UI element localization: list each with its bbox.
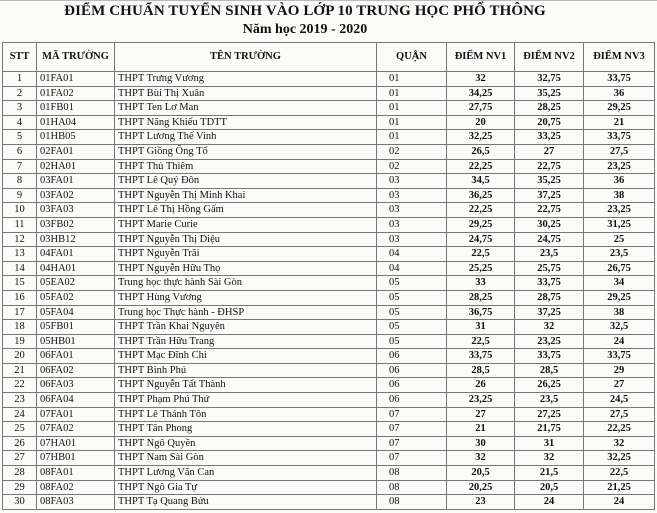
cell-stt: 27 <box>3 451 37 466</box>
cell-school-name: THPT Nguyễn Tất Thành <box>115 378 377 393</box>
table-row <box>3 334 655 349</box>
cell-school-code: 05FB01 <box>37 320 115 335</box>
cell-score-nv2: 35,25 <box>515 174 584 189</box>
cell-score-nv1: 32 <box>447 451 515 466</box>
cell-score-nv3: 33,75 <box>584 349 655 364</box>
cell-score-nv2: 21,5 <box>515 466 584 481</box>
cell-score-nv1: 21 <box>447 422 515 437</box>
table-row <box>3 115 655 130</box>
cell-score-nv2: 20,75 <box>515 115 584 130</box>
cell-district: 03 <box>377 174 447 189</box>
table-row <box>3 144 655 159</box>
cell-score-nv2: 20,5 <box>515 480 584 495</box>
cell-score-nv1: 36,25 <box>447 188 515 203</box>
cell-stt: 24 <box>3 407 37 422</box>
table-row <box>3 349 655 364</box>
cell-score-nv3: 27,5 <box>584 144 655 159</box>
cell-stt: 29 <box>3 480 37 495</box>
cell-score-nv3: 24 <box>584 334 655 349</box>
cell-score-nv2: 32,75 <box>515 72 584 87</box>
cell-district: 07 <box>377 407 447 422</box>
cell-score-nv3: 38 <box>584 305 655 320</box>
cell-school-name: THPT Marie Curie <box>115 217 377 232</box>
cell-score-nv1: 28,25 <box>447 290 515 305</box>
cell-school-name: THPT Trưng Vương <box>115 72 377 87</box>
cell-score-nv1: 27 <box>447 407 515 422</box>
cell-score-nv2: 31 <box>515 436 584 451</box>
cell-score-nv3: 21,25 <box>584 480 655 495</box>
cell-school-code: 08FA02 <box>37 480 115 495</box>
table-row <box>3 130 655 145</box>
cell-score-nv3: 33,75 <box>584 130 655 145</box>
cell-stt: 17 <box>3 305 37 320</box>
cell-school-code: 04HA01 <box>37 261 115 276</box>
cell-score-nv2: 27 <box>515 144 584 159</box>
cell-stt: 8 <box>3 174 37 189</box>
cell-school-code: 06FA02 <box>37 363 115 378</box>
cell-score-nv2: 23,5 <box>515 247 584 262</box>
table-row <box>3 217 655 232</box>
table-row <box>3 101 655 116</box>
table-row <box>3 290 655 305</box>
cell-school-code: 05FA02 <box>37 290 115 305</box>
cell-stt: 14 <box>3 261 37 276</box>
cell-school-code: 01FA02 <box>37 86 115 101</box>
cell-school-name: THPT Lê Thị Hồng Gấm <box>115 203 377 218</box>
cell-score-nv2: 28,25 <box>515 101 584 116</box>
table-body <box>3 72 655 510</box>
cell-school-name: THPT Nam Sài Gòn <box>115 451 377 466</box>
table-row <box>3 495 655 510</box>
page-title: ĐIỂM CHUẨN TUYỂN SINH VÀO LỚP 10 TRUNG HỌC PHỔ THÔNG <box>64 3 546 19</box>
table-row <box>3 86 655 101</box>
cell-stt: 6 <box>3 144 37 159</box>
cell-score-nv1: 29,25 <box>447 217 515 232</box>
cell-school-name: THPT Thủ Thiêm <box>115 159 377 174</box>
cell-score-nv3: 33,75 <box>584 72 655 87</box>
cell-school-name: THPT Lương Văn Can <box>115 466 377 481</box>
cell-school-code: 04FA01 <box>37 247 115 262</box>
cell-score-nv3: 27,5 <box>584 407 655 422</box>
header-school-name: TÊN TRƯỜNG <box>115 43 377 72</box>
cell-district: 05 <box>377 290 447 305</box>
top-border <box>0 0 657 1</box>
cell-score-nv3: 34 <box>584 276 655 291</box>
cell-district: 01 <box>377 130 447 145</box>
cell-school-code: 03FA01 <box>37 174 115 189</box>
cell-school-name: THPT Trần Khai Nguyên <box>115 320 377 335</box>
cell-district: 02 <box>377 144 447 159</box>
cell-school-code: 01HB05 <box>37 130 115 145</box>
cell-district: 01 <box>377 115 447 130</box>
cell-district: 01 <box>377 72 447 87</box>
cell-score-nv1: 36,75 <box>447 305 515 320</box>
cell-school-name: THPT Mạc Đĩnh Chi <box>115 349 377 364</box>
cell-school-name: THPT Tân Phong <box>115 422 377 437</box>
cell-score-nv1: 28,5 <box>447 363 515 378</box>
cell-score-nv3: 29,25 <box>584 101 655 116</box>
cell-stt: 15 <box>3 276 37 291</box>
cell-school-code: 05FA04 <box>37 305 115 320</box>
cell-score-nv3: 36 <box>584 174 655 189</box>
cell-score-nv3: 21 <box>584 115 655 130</box>
cell-score-nv2: 23,25 <box>515 334 584 349</box>
table-row <box>3 436 655 451</box>
cell-stt: 10 <box>3 203 37 218</box>
cell-school-name: THPT Giồng Ông Tố <box>115 144 377 159</box>
cell-district: 06 <box>377 363 447 378</box>
cell-score-nv2: 28,75 <box>515 290 584 305</box>
table-row <box>3 232 655 247</box>
table-row <box>3 159 655 174</box>
cell-stt: 21 <box>3 363 37 378</box>
page-subtitle: Năm học 2019 - 2020 <box>242 22 368 37</box>
cell-school-code: 01FB01 <box>37 101 115 116</box>
cell-score-nv1: 27,75 <box>447 101 515 116</box>
table-row <box>3 188 655 203</box>
cell-district: 06 <box>377 393 447 408</box>
cell-school-name: THPT Bình Phú <box>115 363 377 378</box>
cell-score-nv3: 23,25 <box>584 159 655 174</box>
cell-school-code: 07FA02 <box>37 422 115 437</box>
cell-score-nv3: 24,5 <box>584 393 655 408</box>
cell-stt: 26 <box>3 436 37 451</box>
cell-district: 07 <box>377 436 447 451</box>
header-stt: STT <box>3 43 37 72</box>
cell-score-nv1: 26,5 <box>447 144 515 159</box>
cell-school-code: 03HB12 <box>37 232 115 247</box>
cell-school-code: 01HA04 <box>37 115 115 130</box>
cell-score-nv1: 20 <box>447 115 515 130</box>
cell-score-nv3: 32 <box>584 436 655 451</box>
cell-score-nv3: 26,75 <box>584 261 655 276</box>
cell-score-nv2: 32 <box>515 451 584 466</box>
cell-district: 01 <box>377 101 447 116</box>
cell-score-nv3: 32,25 <box>584 451 655 466</box>
table-row <box>3 480 655 495</box>
cell-stt: 30 <box>3 495 37 510</box>
cell-score-nv3: 27 <box>584 378 655 393</box>
header-score-nv2: ĐIỂM NV2 <box>515 43 584 72</box>
cell-stt: 18 <box>3 320 37 335</box>
cell-school-code: 07HA01 <box>37 436 115 451</box>
table-row <box>3 451 655 466</box>
cell-stt: 28 <box>3 466 37 481</box>
cell-district: 05 <box>377 334 447 349</box>
cell-school-code: 02FA01 <box>37 144 115 159</box>
cell-school-name: THPT Nguyễn Trãi <box>115 247 377 262</box>
cell-district: 07 <box>377 422 447 437</box>
cell-school-name: THPT Nguyễn Thị Diệu <box>115 232 377 247</box>
cell-stt: 11 <box>3 217 37 232</box>
cell-district: 02 <box>377 159 447 174</box>
cell-stt: 19 <box>3 334 37 349</box>
cell-stt: 13 <box>3 247 37 262</box>
cell-district: 05 <box>377 276 447 291</box>
cell-stt: 9 <box>3 188 37 203</box>
cell-district: 03 <box>377 232 447 247</box>
cell-stt: 5 <box>3 130 37 145</box>
cell-district: 03 <box>377 188 447 203</box>
cell-district: 06 <box>377 349 447 364</box>
cell-score-nv1: 26 <box>447 378 515 393</box>
cell-score-nv3: 32,5 <box>584 320 655 335</box>
cell-score-nv1: 20,5 <box>447 466 515 481</box>
table-row <box>3 203 655 218</box>
cell-score-nv1: 22,5 <box>447 247 515 262</box>
cell-district: 03 <box>377 203 447 218</box>
cell-school-name: THPT Hùng Vương <box>115 290 377 305</box>
cell-score-nv2: 21,75 <box>515 422 584 437</box>
cell-score-nv2: 24 <box>515 495 584 510</box>
cell-score-nv3: 23,5 <box>584 247 655 262</box>
cell-stt: 3 <box>3 101 37 116</box>
table-row <box>3 320 655 335</box>
cell-score-nv2: 32 <box>515 320 584 335</box>
cell-school-code: 03FA02 <box>37 188 115 203</box>
scores-table <box>2 42 655 510</box>
cell-score-nv2: 30,25 <box>515 217 584 232</box>
cell-score-nv2: 25,75 <box>515 261 584 276</box>
header-district: QUẬN <box>377 43 447 72</box>
cell-score-nv2: 22,75 <box>515 159 584 174</box>
cell-score-nv1: 22,25 <box>447 203 515 218</box>
cell-score-nv2: 24,75 <box>515 232 584 247</box>
cell-score-nv1: 32,25 <box>447 130 515 145</box>
table-row <box>3 276 655 291</box>
cell-score-nv2: 37,25 <box>515 188 584 203</box>
cell-school-code: 07HB01 <box>37 451 115 466</box>
table-row <box>3 407 655 422</box>
cell-stt: 7 <box>3 159 37 174</box>
cell-score-nv3: 29 <box>584 363 655 378</box>
cell-school-code: 08FA01 <box>37 466 115 481</box>
cell-school-code: 06FA01 <box>37 349 115 364</box>
cell-district: 04 <box>377 247 447 262</box>
cell-score-nv1: 34,5 <box>447 174 515 189</box>
cell-score-nv1: 23 <box>447 495 515 510</box>
cell-district: 07 <box>377 451 447 466</box>
table-row <box>3 72 655 87</box>
cell-stt: 1 <box>3 72 37 87</box>
table-row <box>3 305 655 320</box>
table-row <box>3 378 655 393</box>
cell-district: 08 <box>377 480 447 495</box>
cell-school-code: 08FA03 <box>37 495 115 510</box>
cell-school-name: THPT Ten Lơ Man <box>115 101 377 116</box>
cell-school-name: THPT Lê Thánh Tôn <box>115 407 377 422</box>
cell-district: 08 <box>377 466 447 481</box>
cell-school-code: 03FB02 <box>37 217 115 232</box>
cell-score-nv2: 28,5 <box>515 363 584 378</box>
cell-stt: 22 <box>3 378 37 393</box>
cell-score-nv3: 25 <box>584 232 655 247</box>
cell-school-name: Trung học Thực hành - ĐHSP <box>115 305 377 320</box>
cell-school-code: 01FA01 <box>37 72 115 87</box>
cell-score-nv1: 20,25 <box>447 480 515 495</box>
header-score-nv3: ĐIỂM NV3 <box>584 43 655 72</box>
cell-school-name: THPT Bùi Thị Xuân <box>115 86 377 101</box>
table-row <box>3 393 655 408</box>
cell-school-code: 06FA04 <box>37 393 115 408</box>
cell-school-name: THPT Năng Khiếu TDTT <box>115 115 377 130</box>
cell-score-nv2: 33,75 <box>515 276 584 291</box>
cell-district: 08 <box>377 495 447 510</box>
cell-score-nv2: 23,5 <box>515 393 584 408</box>
cell-district: 01 <box>377 86 447 101</box>
cell-score-nv1: 22,5 <box>447 334 515 349</box>
cell-score-nv1: 25,25 <box>447 261 515 276</box>
cell-score-nv3: 22,25 <box>584 422 655 437</box>
cell-stt: 20 <box>3 349 37 364</box>
cell-score-nv1: 24,75 <box>447 232 515 247</box>
cell-stt: 16 <box>3 290 37 305</box>
cell-district: 05 <box>377 320 447 335</box>
table-row <box>3 363 655 378</box>
cell-score-nv2: 27,25 <box>515 407 584 422</box>
cell-school-name: THPT Lê Quý Đôn <box>115 174 377 189</box>
cell-school-code: 03FA03 <box>37 203 115 218</box>
cell-score-nv3: 31,25 <box>584 217 655 232</box>
cell-stt: 25 <box>3 422 37 437</box>
cell-stt: 12 <box>3 232 37 247</box>
cell-score-nv3: 23,25 <box>584 203 655 218</box>
cell-score-nv3: 38 <box>584 188 655 203</box>
header-score-nv1: ĐIỂM NV1 <box>447 43 515 72</box>
cell-school-code: 06FA03 <box>37 378 115 393</box>
cell-score-nv2: 26,25 <box>515 378 584 393</box>
cell-score-nv3: 29,25 <box>584 290 655 305</box>
cell-score-nv2: 22,75 <box>515 203 584 218</box>
cell-district: 04 <box>377 261 447 276</box>
cell-school-code: 05EA02 <box>37 276 115 291</box>
cell-score-nv2: 33,75 <box>515 349 584 364</box>
cell-score-nv2: 35,25 <box>515 86 584 101</box>
cell-score-nv2: 33,25 <box>515 130 584 145</box>
cell-school-name: THPT Tạ Quang Bửu <box>115 495 377 510</box>
cell-score-nv1: 22,25 <box>447 159 515 174</box>
table-row <box>3 174 655 189</box>
cell-school-name: THPT Nguyễn Thị Minh Khai <box>115 188 377 203</box>
table-row <box>3 247 655 262</box>
cell-school-name: THPT Nguyễn Hữu Thọ <box>115 261 377 276</box>
cell-school-name: THPT Trần Hữu Trang <box>115 334 377 349</box>
table-row <box>3 261 655 276</box>
cell-score-nv1: 33 <box>447 276 515 291</box>
cell-score-nv1: 23,25 <box>447 393 515 408</box>
cell-school-name: Trung học thực hành Sài Gòn <box>115 276 377 291</box>
cell-score-nv3: 24 <box>584 495 655 510</box>
cell-district: 06 <box>377 378 447 393</box>
cell-score-nv3: 22,5 <box>584 466 655 481</box>
cell-score-nv1: 31 <box>447 320 515 335</box>
cell-stt: 4 <box>3 115 37 130</box>
cell-stt: 2 <box>3 86 37 101</box>
table-header-row <box>3 43 655 72</box>
cell-district: 03 <box>377 217 447 232</box>
cell-school-code: 02HA01 <box>37 159 115 174</box>
cell-stt: 23 <box>3 393 37 408</box>
cell-score-nv3: 36 <box>584 86 655 101</box>
cell-score-nv1: 34,25 <box>447 86 515 101</box>
cell-school-code: 07FA01 <box>37 407 115 422</box>
cell-score-nv1: 32 <box>447 72 515 87</box>
cell-school-name: THPT Ngô Quyền <box>115 436 377 451</box>
cell-school-name: THPT Ngô Gia Tự <box>115 480 377 495</box>
table-row <box>3 466 655 481</box>
cell-school-name: THPT Phạm Phú Thứ <box>115 393 377 408</box>
cell-school-code: 05HB01 <box>37 334 115 349</box>
cell-score-nv1: 30 <box>447 436 515 451</box>
cell-school-name: THPT Lương Thế Vinh <box>115 130 377 145</box>
cell-score-nv1: 33,75 <box>447 349 515 364</box>
table-row <box>3 422 655 437</box>
cell-score-nv2: 37,25 <box>515 305 584 320</box>
cell-district: 05 <box>377 305 447 320</box>
header-school-code: MÃ TRƯỜNG <box>37 43 115 72</box>
